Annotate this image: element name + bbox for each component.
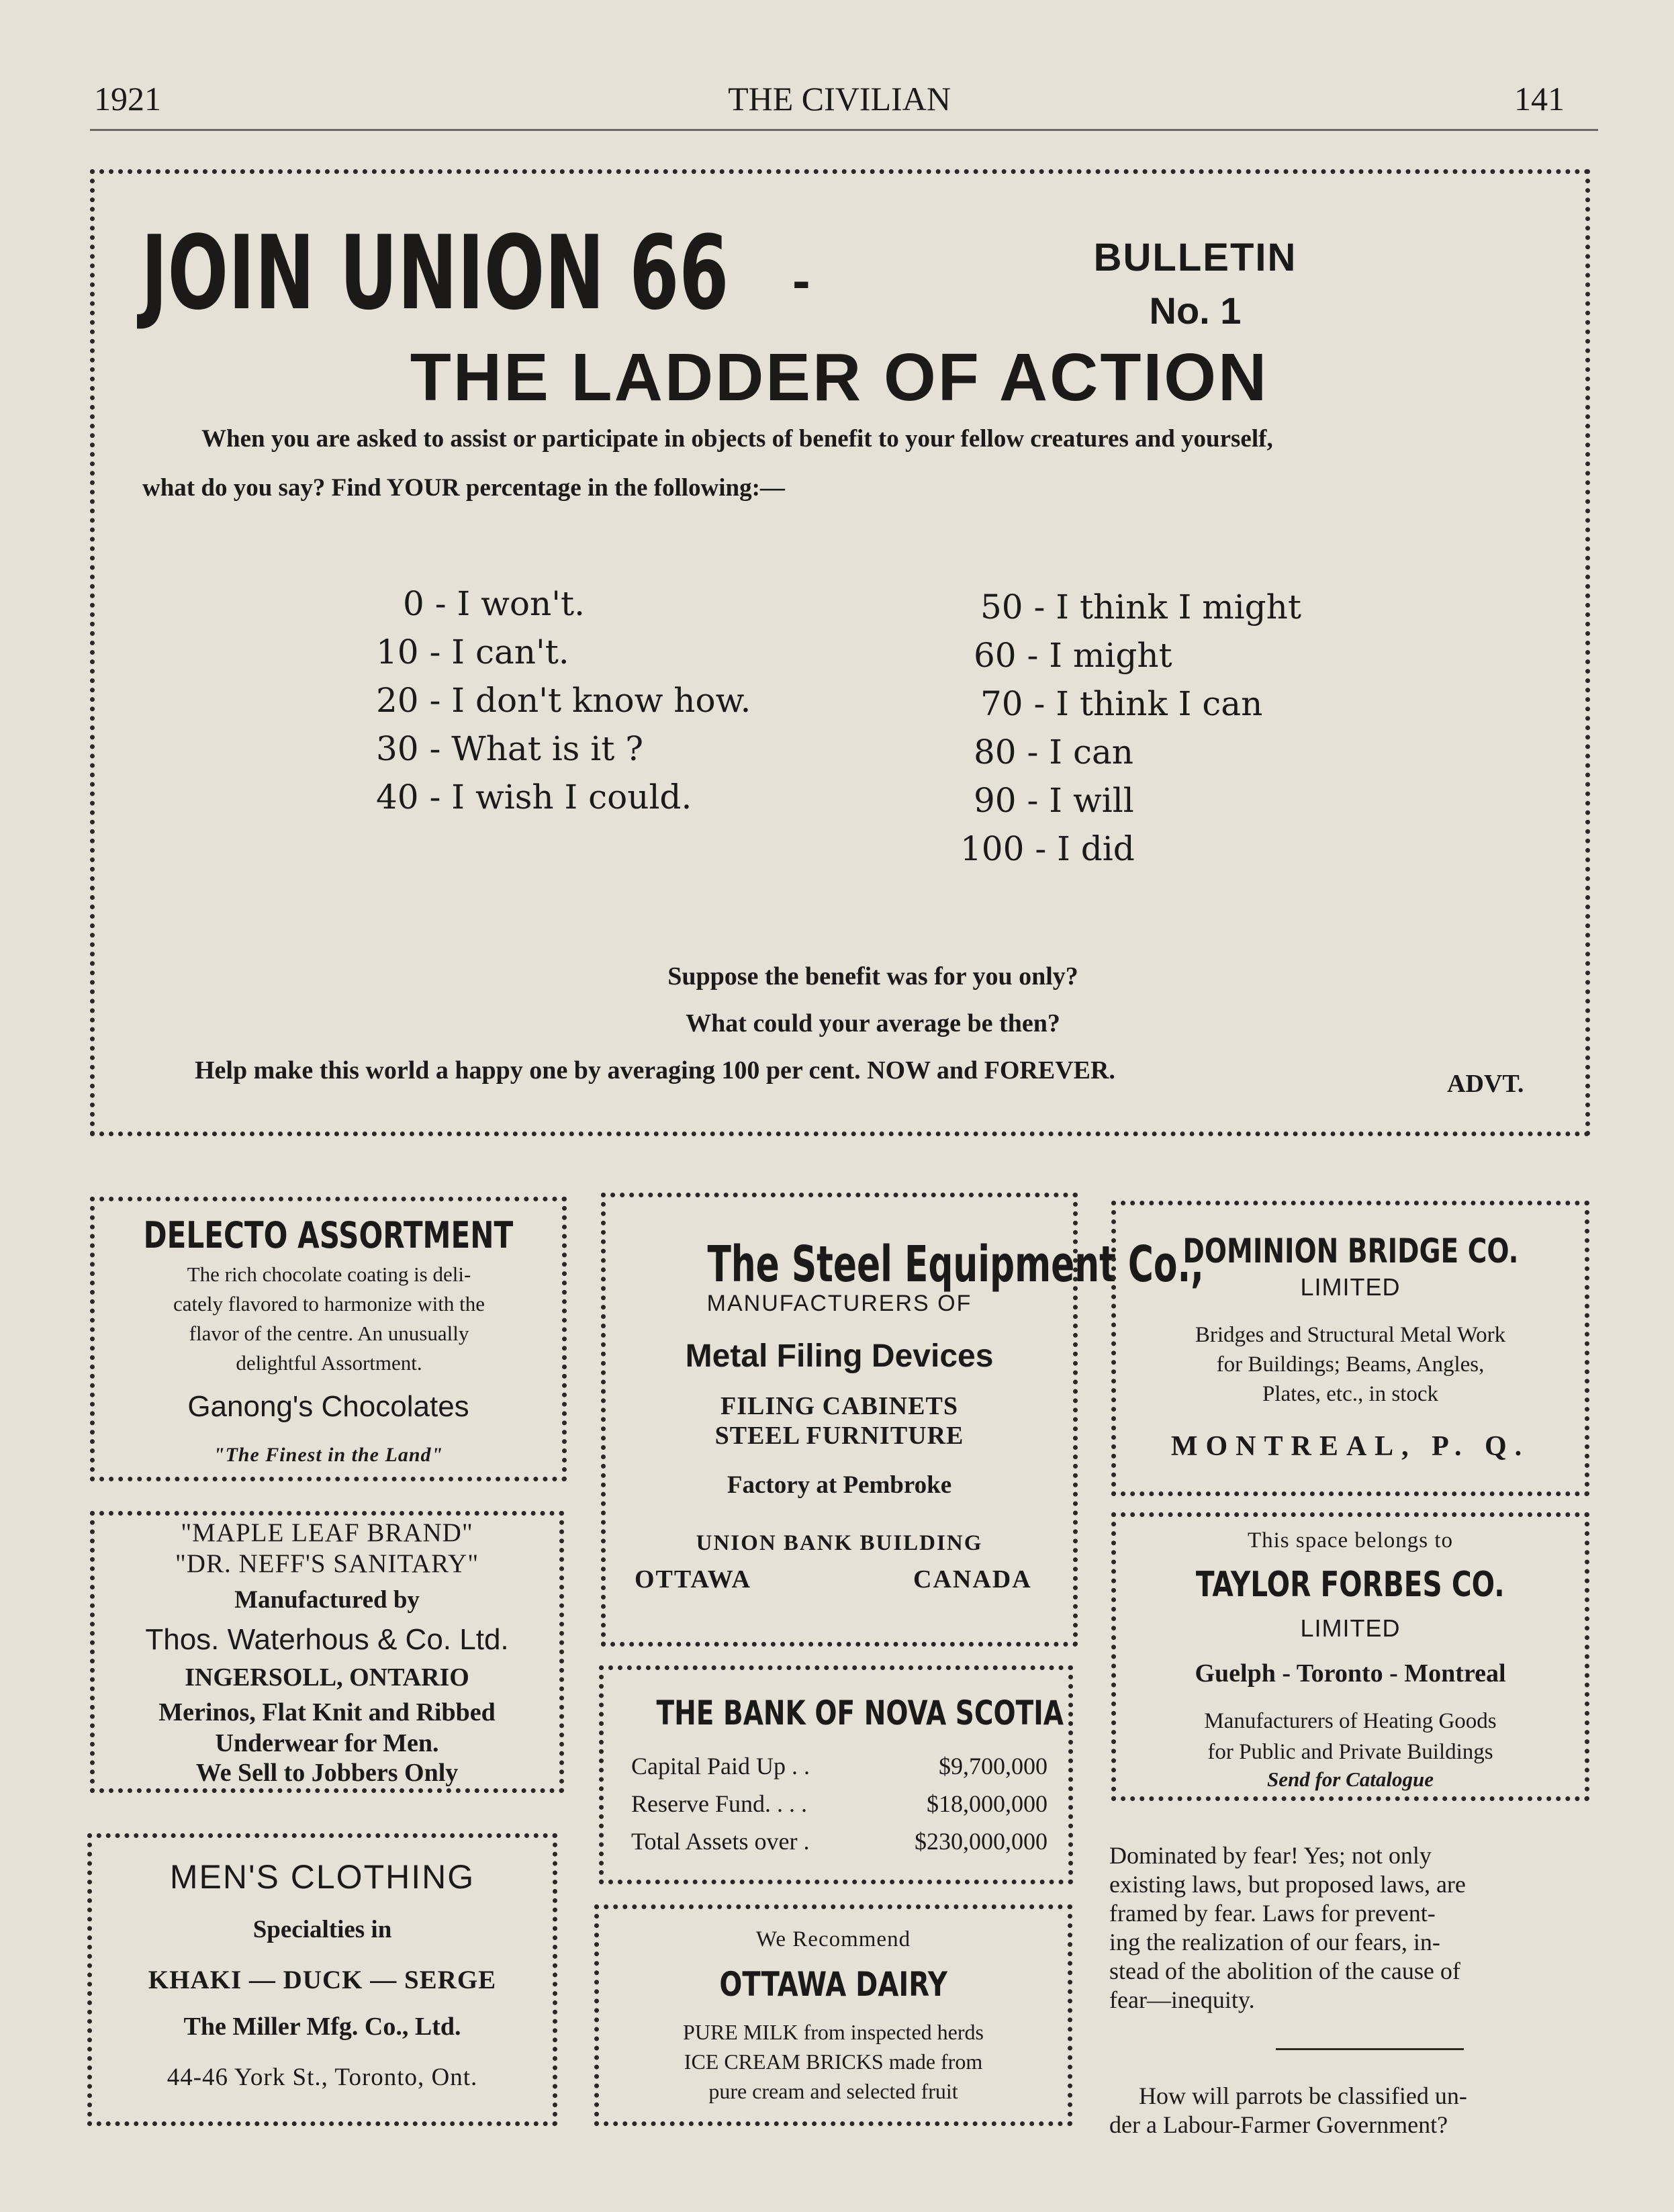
bulletin-number: No. 1 [1149,289,1242,332]
taylor-limited: LIMITED [1300,1614,1401,1642]
dominion-bridge-title-text: DOMINION BRIDGE CO. [1182,1232,1518,1271]
parrots-line: How will parrots be classified un- [1139,2082,1467,2109]
advt-label: ADVT. [1447,1070,1524,1098]
question-line-2: What could your average be then? [686,1009,1060,1038]
ladder-item: 100 - I did [960,829,1135,868]
dairy-body-line: pure cream and selected fruit [708,2079,958,2103]
bank-row-label: Reserve Fund. . . . [631,1790,807,1817]
maple-leaf-line: Underwear for Men. [215,1729,439,1757]
steel-furniture: STEEL FURNITURE [714,1422,964,1450]
maple-leaf-line: INGERSOLL, ONTARIO [185,1663,469,1692]
union-bank-building: UNION BANK BUILDING [696,1531,983,1555]
ottawa-dairy-title [594,1965,1072,2005]
maple-leaf-line: Thos. Waterhous & Co. Ltd. [145,1623,509,1656]
ladder-item: 60 - I might [974,636,1172,675]
closing-line: Help make this world a happy one by averaging 100 per cent. NOW and FOREVER. [195,1056,1115,1085]
header-title: THE CIVILIAN [728,80,951,118]
dominion-body-line: Plates, etc., in stock [1262,1382,1439,1406]
ladder-item: 80 - I can [974,733,1133,772]
bank-row [631,1747,1048,1785]
dominion-limited: LIMITED [1300,1273,1401,1301]
union-headline-text: JOIN UNION 66 [141,214,729,332]
ladder-of-action-title: THE LADDER OF ACTION [410,340,1269,415]
dominion-bridge-title [1111,1232,1589,1272]
ladder-item: 90 - I will [974,781,1134,820]
editorial-line: Dominated by fear! Yes; not only [1109,1842,1432,1869]
dairy-body-line: PURE MILK from inspected herds [683,2020,984,2044]
ladder-item: 0 - I won't. [403,584,585,623]
intro-line-2: what do you say? Find YOUR percentage in the following:— [142,474,785,502]
mens-clothing-title: MEN'S CLOTHING [169,1858,475,1896]
steel-equipment-name-text: The Steel Equipment Co., [707,1236,1204,1293]
miller-company: The Miller Mfg. Co., Ltd. [183,2013,461,2041]
steel-equipment-name [601,1236,1204,1293]
miller-address: 44-46 York St., Toronto, Ont. [167,2064,478,2091]
bank-row-value: $18,000,000 [927,1790,1048,1817]
ladder-item: 50 - I think I might [980,588,1301,627]
editorial-line: fear—inequity. [1109,1986,1255,2013]
dominion-body [1111,1320,1589,1409]
editorial-line: ing the realization of our fears, in- [1109,1929,1440,1955]
delecto-title [90,1214,567,1254]
ladder-right-column [960,588,1301,878]
editorial-line: existing laws, but proposed laws, are [1109,1871,1466,1898]
bank-title [599,1694,1073,1734]
manufacturers-of: MANUFACTURERS OF [706,1291,972,1316]
taylor-forbes-title-text: TAYLOR FORBES CO. [1196,1565,1505,1605]
parrots-line: der a Labour-Farmer Government? [1109,2111,1448,2138]
dominion-body-line: Bridges and Structural Metal Work [1195,1323,1506,1347]
ladder-item: 70 - I think I can [980,684,1263,723]
we-recommend: We Recommend [755,1927,911,1951]
ladder-item: 20 - I don't know how. [376,681,751,720]
bank-figures [631,1747,1048,1860]
question-line-1: Suppose the benefit was for you only? [667,962,1078,990]
bulletin-label: BULLETIN [1093,236,1297,279]
taylor-body-line: Manufacturers of Heating Goods [1204,1709,1497,1733]
maple-leaf-line: We Sell to Jobbers Only [195,1759,459,1787]
editorial-paragraph [1109,1841,1593,2015]
union-headline [141,214,745,334]
header-rule [90,129,1598,131]
delecto-tagline: "The Finest in the Land" [213,1444,444,1466]
dominion-city: MONTREAL, P. Q. [1170,1431,1530,1462]
headline-dash: - [792,250,810,310]
maple-leaf-line: Manufactured by [234,1586,420,1614]
dairy-body [594,2017,1072,2106]
bank-row-label: Total Assets over . [631,1828,810,1855]
this-space-belongs: This space belongs to [1247,1528,1454,1553]
steel-country: CANADA [913,1565,1032,1594]
ladder-item: 30 - What is it ? [376,729,644,768]
delecto-body-line: cately flavored to harmonize with the [173,1292,485,1316]
taylor-body-line: for Public and Private Buildings [1207,1740,1493,1764]
delecto-body-line: flavor of the centre. An unusually [189,1322,469,1345]
ottawa-dairy-title-text: OTTAWA DAIRY [719,1965,947,2004]
delecto-body-line: delightful Assortment. [236,1351,422,1375]
intro-line-1: When you are asked to assist or participate in objects of benefit to your fellow creatures and yourself, [201,425,1273,453]
taylor-forbes-title [1111,1565,1589,1605]
bank-row [631,1785,1048,1823]
ganong-brand: Ganong's Chocolates [187,1390,469,1423]
dominion-body-line: for Buildings; Beams, Angles, [1216,1352,1485,1377]
steel-city: OTTAWA [635,1565,751,1594]
bank-row [631,1823,1048,1860]
maple-leaf-line: "DR. NEFF'S SANITARY" [175,1549,479,1578]
editorial-line: framed by fear. Laws for prevent- [1109,1900,1436,1927]
maple-leaf-line: Merinos, Flat Knit and Ribbed [158,1698,496,1726]
dairy-body-line: ICE CREAM BRICKS made from [684,2049,983,2074]
bank-row-value: $9,700,000 [939,1753,1048,1780]
delecto-title-text: DELECTO ASSORTMENT [143,1214,514,1256]
delecto-body [107,1260,551,1378]
bank-row-label: Capital Paid Up . . [631,1753,810,1780]
metal-filing-devices: Metal Filing Devices [685,1338,994,1374]
ladder-left-column [376,584,751,826]
editorial-divider [1276,2048,1464,2050]
filing-cabinets: FILING CABINETS [720,1392,958,1420]
send-for-catalogue: Send for Catalogue [1266,1767,1434,1791]
ladder-item: 40 - I wish I could. [376,778,692,817]
bank-title-text: THE BANK OF NOVA SCOTIA [656,1694,1064,1733]
clothing-items: KHAKI — DUCK — SERGE [148,1966,497,1994]
factory-location: Factory at Pembroke [727,1471,952,1499]
delecto-body-line: The rich chocolate coating is deli- [187,1262,471,1286]
header-page-number: 141 [1514,80,1565,118]
maple-leaf-lines [90,1518,564,1788]
header-year: 1921 [94,80,161,118]
specialties-label: Specialties in [252,1916,392,1943]
ladder-item: 10 - I can't. [376,633,569,672]
parrots-paragraph [1109,2082,1593,2139]
maple-leaf-line: "MAPLE LEAF BRAND" [181,1518,473,1547]
bank-row-value: $230,000,000 [915,1828,1048,1855]
taylor-cities: Guelph - Toronto - Montreal [1195,1659,1506,1688]
taylor-body [1111,1706,1589,1767]
editorial-line: stead of the abolition of the cause of [1109,1957,1460,1984]
